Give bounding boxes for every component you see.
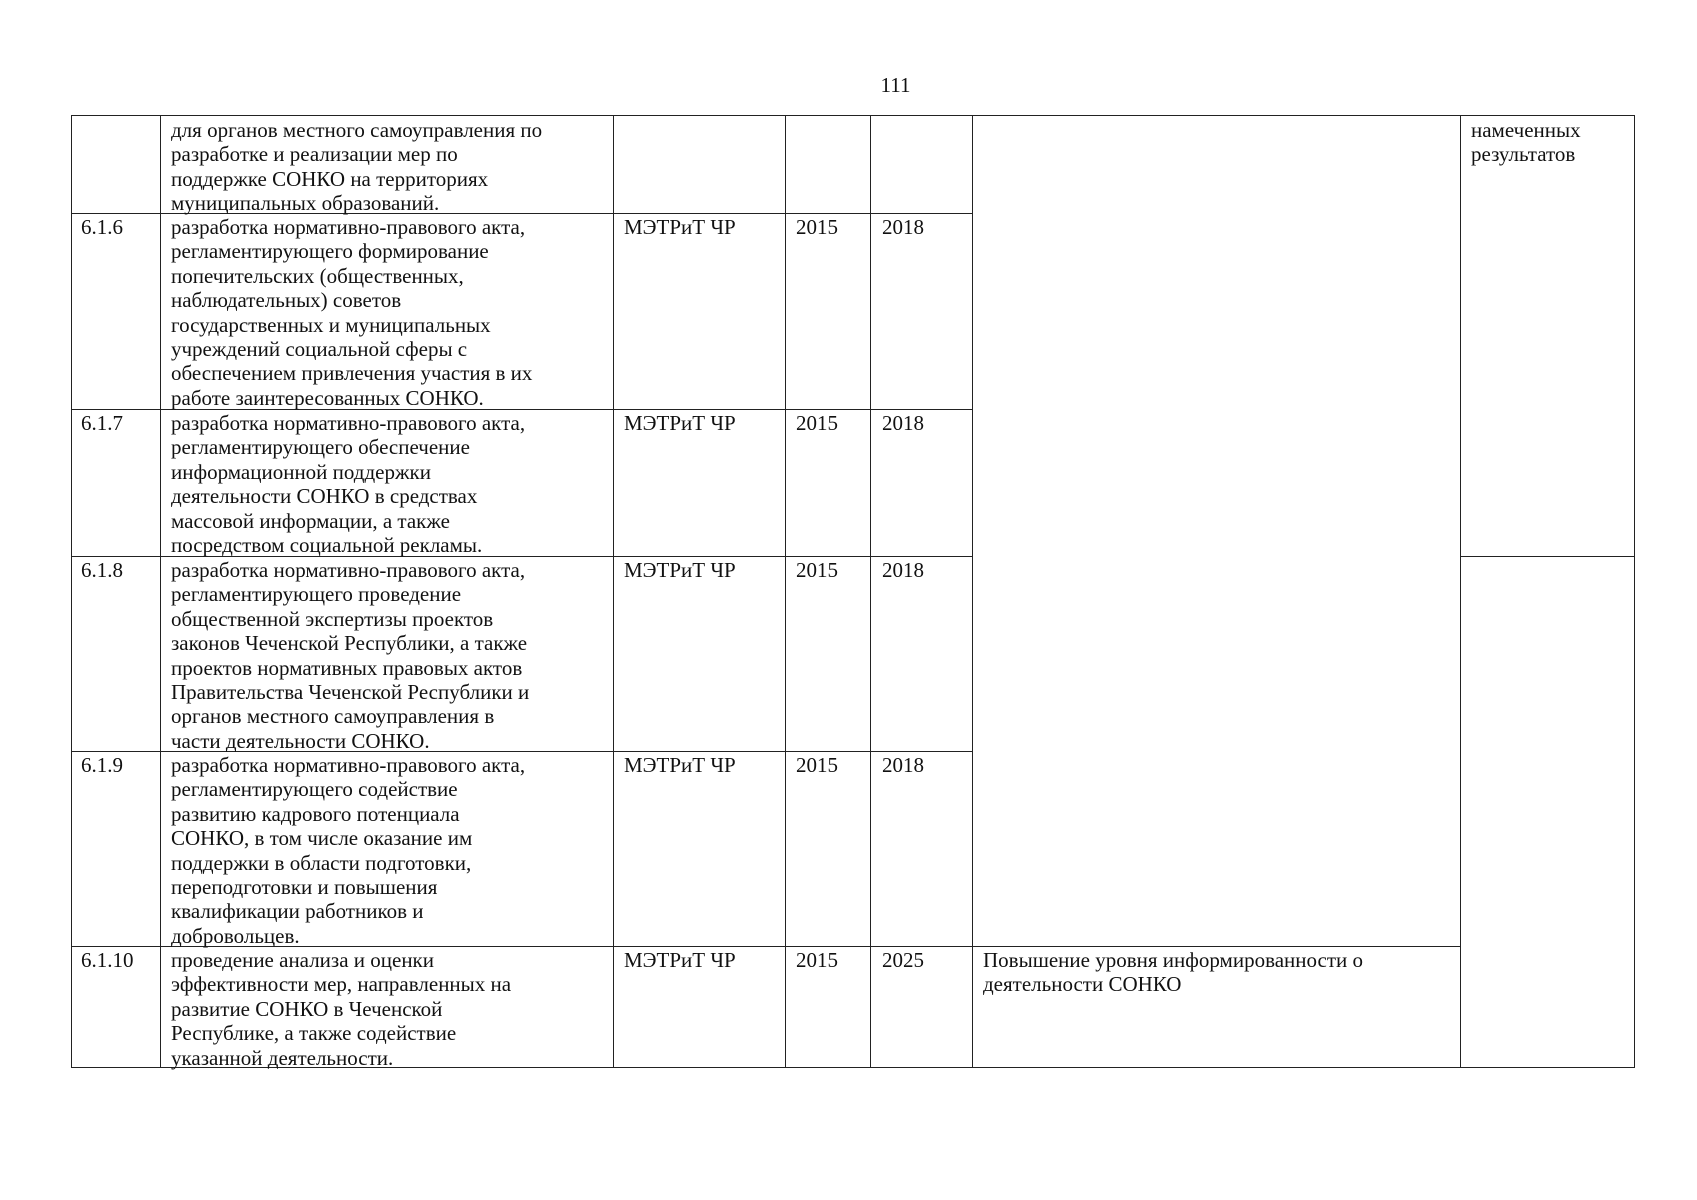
- table-rule-merged: [1460, 556, 1635, 557]
- table-rule-col: [870, 115, 871, 1067]
- row-end-year: 2018: [882, 558, 924, 582]
- row-description: проведение анализа и оценки эффективности мер, направленных на развитие СОНКО в Чеченской Республике, а также содействие указанной деятельности.: [171, 948, 512, 1070]
- row-executor: МЭТРиТ ЧР: [624, 411, 736, 435]
- table-rule-col: [71, 115, 72, 1067]
- continued-description: для органов местного самоуправления по разработке и реализации мер по поддержке СОНКО на территориях муниципальных образований.: [171, 118, 543, 216]
- row-result: Повышение уровня информированности о деятельности СОНКО: [983, 948, 1364, 997]
- row-start-year: 2015: [796, 215, 838, 239]
- row-start-year: 2015: [796, 948, 838, 972]
- table-rule-col: [613, 115, 614, 1067]
- row-executor: МЭТРиТ ЧР: [624, 215, 736, 239]
- table-rule-col: [160, 115, 161, 1067]
- row-end-year: 2018: [882, 753, 924, 777]
- page-number: 111: [880, 73, 911, 97]
- table-rule-col: [1634, 115, 1635, 1067]
- row-number: 6.1.8: [81, 558, 123, 582]
- row-executor: МЭТРиТ ЧР: [624, 753, 736, 777]
- row-executor: МЭТРиТ ЧР: [624, 948, 736, 972]
- row-number: 6.1.7: [81, 411, 123, 435]
- row-start-year: 2015: [796, 753, 838, 777]
- merged-result-text: намеченных результатов: [1471, 118, 1581, 167]
- table-rule-col: [972, 115, 973, 1067]
- row-number: 6.1.6: [81, 215, 123, 239]
- row-number: 6.1.10: [81, 948, 134, 972]
- row-start-year: 2015: [796, 558, 838, 582]
- table-rule-top: [71, 115, 1635, 116]
- row-executor: МЭТРиТ ЧР: [624, 558, 736, 582]
- table-rule-col: [1460, 115, 1461, 1067]
- row-description: разработка нормативно-правового акта, регламентирующего содействие развитию кадрового потенциала СОНКО, в том числе оказание им поддержки в области подготовки, переподготовки и повышения квалификации работников и добровольцев.: [171, 753, 526, 948]
- row-end-year: 2018: [882, 411, 924, 435]
- row-description: разработка нормативно-правового акта, регламентирующего проведение общественной экспертизы проектов законов Чеченской Республики, а также проектов нормативных правовых актов Правительства Чеченской Республики и органов местного самоуправления в части деятельности СОНКО.: [171, 558, 530, 753]
- table-rule-col: [785, 115, 786, 1067]
- row-end-year: 2025: [882, 948, 924, 972]
- row-description: разработка нормативно-правового акта, регламентирующего формирование попечительских (общественных, наблюдательных) советов государственных и муниципальных учреждений социальной сферы с обеспечением привлечения участия в их работе заинтересованных СОНКО.: [171, 215, 533, 410]
- row-start-year: 2015: [796, 411, 838, 435]
- row-end-year: 2018: [882, 215, 924, 239]
- row-number: 6.1.9: [81, 753, 123, 777]
- row-description: разработка нормативно-правового акта, регламентирующего обеспечение информационной поддержки деятельности СОНКО в средствах массовой информации, а также посредством социальной рекламы.: [171, 411, 526, 558]
